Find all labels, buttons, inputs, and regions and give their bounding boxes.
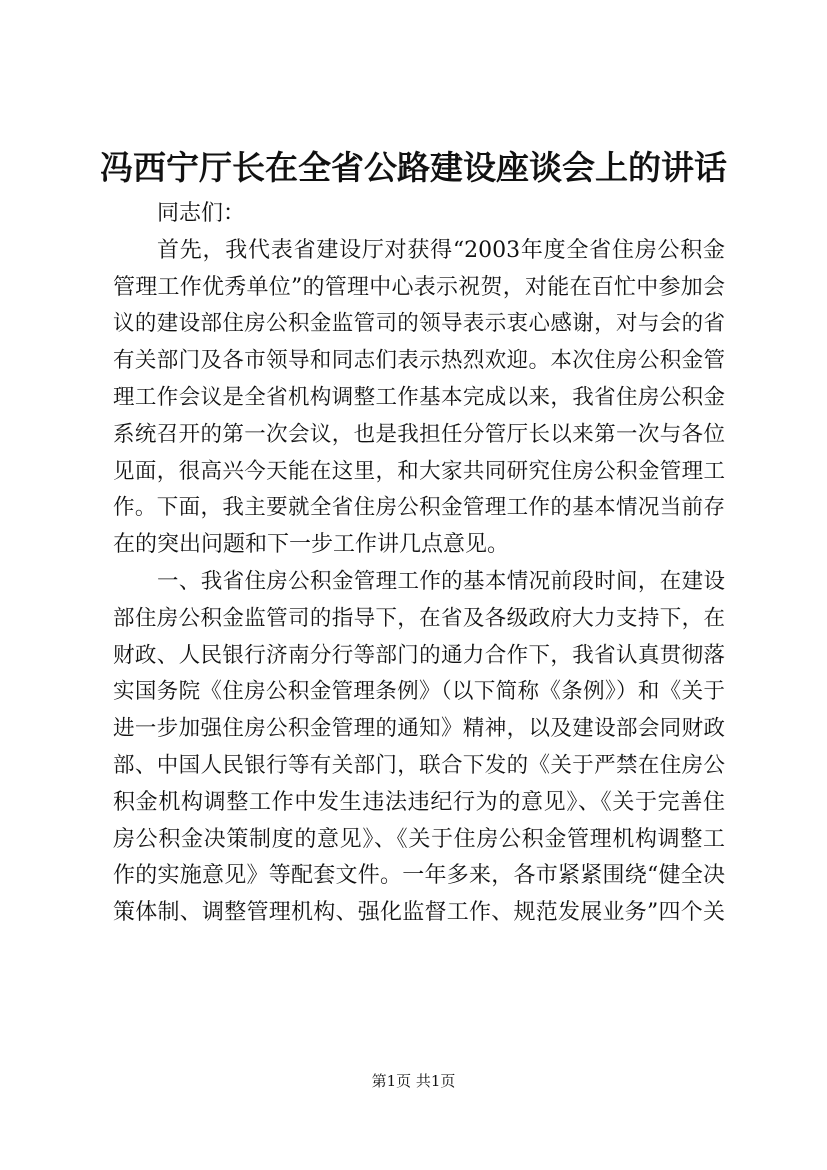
paragraph-line: 实国务院《住房公积金管理条例》（以下简称《条例》）和《关于 [113, 679, 725, 705]
paragraph-line: 同志们： [157, 201, 246, 226]
paragraph-line: 部、中国人民银行等有关部门，联合下发的《关于严禁在住房公 [113, 752, 725, 778]
paragraph-line: 议的建设部住房公积金监管司的领导表示衷心感谢，对与会的省 [113, 311, 725, 337]
page-footer: 第1页 共1页 [371, 1072, 456, 1090]
paragraph-line: 理工作会议是全省机构调整工作基本完成以来，我省住房公积金 [113, 384, 725, 410]
paragraph-line: 进一步加强住房公积金管理的通知》精神，以及建设部会同财政 [113, 716, 725, 742]
document-body [113, 196, 725, 932]
paragraph-line: 见面，很高兴今天能在这里，和大家共同研究住房公积金管理工 [113, 458, 725, 484]
paragraph-line: 作的实施意见》等配套文件。一年多来，各市紧紧围绕“健全决 [113, 863, 725, 889]
paragraph-line: 首先，我代表省建设厅对获得“2003年度全省住房公积金 [157, 237, 725, 263]
paragraph-line: 管理工作优秀单位”的管理中心表示祝贺，对能在百忙中参加会 [113, 274, 725, 300]
paragraph-line: 房公积金决策制度的意见》、《关于住房公积金管理机构调整工 [113, 826, 725, 852]
document-title: 冯西宁厅长在全省公路建设座谈会上的讲话 [100, 148, 727, 187]
paragraph-line: 一、我省住房公积金管理工作的基本情况前段时间，在建设 [157, 568, 725, 594]
paragraph-line: 系统召开的第一次会议，也是我担任分管厅长以来第一次与各位 [113, 421, 725, 447]
paragraph-line: 策体制、调整管理机构、强化监督工作、规范发展业务”四个关 [113, 900, 725, 926]
paragraph-line: 有关部门及各市领导和同志们表示热烈欢迎。本次住房公积金管 [113, 348, 725, 374]
paragraph-line: 在的突出问题和下一步工作讲几点意见。 [113, 532, 510, 558]
paragraph-line: 积金机构调整工作中发生违法违纪行为的意见》、《关于完善住 [113, 789, 725, 815]
paragraph-line: 部住房公积金监管司的指导下，在省及各级政府大力支持下，在 [113, 605, 725, 631]
paragraph-line: 财政、人民银行济南分行等部门的通力合作下，我省认真贯彻落 [113, 642, 725, 668]
paragraph-line: 作。下面，我主要就全省住房公积金管理工作的基本情况当前存 [113, 495, 725, 521]
